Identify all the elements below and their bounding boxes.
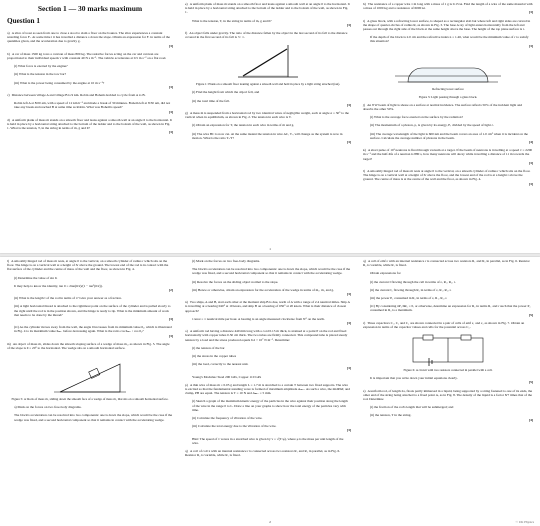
question-text: A short pulse of 10¹ neutrons is fired through vacuum at a target. If the beam of neutrons is travelling at a speed v = 2200 m s⁻¹ and the half-life of a neutron is 880 s, how many neutrons will decay while travelling a distance of 11 m towards the target? (363, 148, 533, 161)
question-text: (iii) A light horizontal thread is attached to the rightmost point on the surface of the cylinder and is pulled slowly to the right until the rod is in the position shown, and the hinge is ready to tip. What is the minimum amount of work that needs to be done by the thread? (14, 304, 171, 317)
question-item (192, 399, 351, 412)
question-label: l) (363, 169, 366, 174)
question-text: a) Mark on the forces on two free-body diagrams. (14, 405, 82, 410)
question-text: Distance between village A and village B is 9 km. Robin and Bohem decided to cycle from A to B. (11, 93, 146, 98)
marks-label: [3] (347, 366, 351, 371)
question-item (192, 375, 351, 379)
question-item (14, 72, 173, 76)
marks-label: [3] (169, 109, 173, 114)
question-list (185, 259, 351, 458)
question-item (192, 317, 351, 325)
question-label: i) (363, 18, 366, 23)
marks-label: [3] (169, 317, 173, 322)
question-item (7, 31, 173, 48)
figure-label: Refracting lower surface (432, 86, 464, 91)
question-list (7, 31, 173, 135)
question-label: m) (7, 341, 11, 346)
column-3 (360, 0, 536, 253)
question-item (363, 148, 533, 165)
question-text: It may help to know the identity, tan θ = 2tan(θ/2)/(1 − tan²(θ/2)). (14, 283, 103, 288)
question-text: (ii) the current I₂ flowing through R₂ in terms of ε, R₁, R₂, r. (370, 287, 452, 292)
question-text: (ii) The momentum of a photon, p, is given by its energy, E, divided by the speed of light c. (370, 123, 494, 128)
question-label: q) (363, 259, 366, 263)
question-text: The block's acceleration can be resolved into two components: one is down the slope, which would be the case if the wedge was fixed, and a second horizontal component so that it remains in contact with the accelerating wedge. (14, 413, 173, 422)
question-text: The block's acceleration can be resolved into two components: one is down the slope, which would be the case if the wedge was fixed, and a second horizontal component so that it remains in contact with the accelerating wedge. (192, 267, 351, 276)
figure-caption: Figure 1: Plank on a smooth floor leaning against a smooth wall and held in place by a light string attached (tan). (195, 82, 341, 87)
question-text: An 8 W beam of light is shone on a surface at normal incidence. The surface reflects 50% of the incident light and absorbs the other 50%. (363, 102, 522, 112)
question-label: n) (185, 300, 188, 305)
question-item (7, 93, 173, 97)
question-item (185, 449, 351, 457)
question-item (7, 259, 173, 272)
question-text: What is the tension, T, in the string in terms of m, g and θ? (192, 18, 272, 23)
question-text: A uniform plank of mass m stands on a smooth floor and leans against a smooth wall at an angle θ to the horizontal. It is held in place by a horizontal string attached to the bottom of the ladder and to the bottom of the wall, as shown in Fig. 1. What is the tension, T, in the string in terms of m, g and θ? (7, 117, 172, 131)
question-item (192, 132, 351, 145)
question-list (363, 2, 533, 186)
question-text: (iii) the load, correctly to the nearest unit. (192, 362, 249, 367)
column-2 (182, 257, 354, 526)
page-number: 2 (269, 520, 271, 524)
question-text: (ii) Calculate the frequency of vibration of the wire. (192, 416, 263, 421)
question-text: Three capacitors C₁, C₂ and C₃ are shown connected in a pair of cells of emf ε₁ and ε₂ as shown in Fig. 7. Obtain an expression in terms of the capacitor values and cells for the potential across C₃. (363, 320, 525, 330)
question-text: (i) Sketch a graph of the maximum kinetic energy of the particles in the wire against their position along the length of the wire in the range 0 to L. Draw a line on your graphs to show how the total energy of the particles vary with time. (192, 399, 348, 412)
question-item (370, 123, 533, 127)
question-text: (i) Mark on the forces on two free-body diagrams. (192, 259, 261, 263)
question-text: An object of mass m₁ slides down the smooth sloping surface of a wedge of mass m₂, as shown in Fig. 5. The angle of the slope is θ = 20° to the horizontal. The wedge sits on a smooth horizontal surface. (7, 341, 170, 351)
question-item (192, 90, 351, 94)
question-text: A car of mass 1500 kg tows a caravan of mass 800 kg. The resistive forces acting on the car and caravan are proportional to their individual speeds v with constant 40 N s m⁻¹. The vehicle accelerates at 0.5 m s⁻² on a flat road. (7, 51, 167, 61)
question-text: Robin left A at 8:00 am, with a speed of 12 km h⁻¹ and made a break of 30 minutes. Bohem left at 8:30 am, did not take any break and reached B at same time as Robin. What was Bohem's speed? (14, 101, 171, 110)
question-text: (i) the tension of the bar (192, 345, 225, 350)
question-text: Young's Modulus: Steel 200 GPa, Copper 110 GPa (192, 374, 262, 379)
question-text: An object falls under gravity. The ratio of the distance fallen by the object in the last second of its fall to the distance covered in the first second of its fall is 3 : 1. (185, 31, 348, 40)
question-text: A uniform rod having a distance 440 mm long with a cord 0.13 m thick, is strained at a point P on the rod and fixed horizontally with copper tubes 0.50 cm thick. The two tubes are firmly connected. This compound tube is placed steady tension by a load and the stress produced equals 6.2 × 10⁷ N m⁻². Determine: (185, 329, 348, 342)
question-item (14, 284, 173, 292)
question-text: A mass m is suspended from a horizontal rod by two identical wires of negligible weight, each at angle α = 30° to the vertical when in equilibrium, as shown in Fig. 2. The tension in each wire is T. (185, 111, 349, 120)
question-text: If the depth of the block is 2.0 cm and the refractive index n = 1.46, what would be the minimum value of r to satisfy this situation? (370, 35, 529, 44)
marks-label: [5] (529, 312, 533, 317)
question-text: (iii) the power P₂ consumed in R₂ in terms of ε, R₁, R₂, r. (370, 296, 448, 301)
question-item (14, 304, 173, 321)
question-text: A uniform rod, of length 2a, floats partly immersed in a liquid, being supported by a string fastened to one of its ends, the other end of the string being attached to a fixed point A, as in Fig. 8. The density of the liquid is a factor 8/7 times that of the rod. Determine (363, 388, 533, 402)
question-item (370, 413, 533, 421)
question-item (185, 300, 351, 313)
question-item (14, 405, 173, 409)
question-item (185, 329, 351, 342)
marks-label: [3] (529, 10, 533, 15)
page-number: 1 (269, 247, 271, 251)
question-label: l) (7, 259, 10, 263)
question-item (192, 354, 351, 358)
marks-label: [3] (169, 333, 173, 338)
question-label: s) (363, 388, 366, 393)
question-label: a) (7, 31, 10, 35)
question-text: (ii) Resolve the forces on the sliding object normal to the slope. (192, 279, 279, 284)
question-item (192, 416, 351, 420)
section-title: Section 1 — 30 marks maximum (37, 4, 143, 13)
marks-label: [3] (169, 130, 173, 135)
question-item (363, 389, 533, 402)
column-1 (4, 257, 176, 526)
question-item (192, 259, 351, 263)
question-label: j) (363, 102, 366, 107)
question-item (192, 437, 351, 445)
question-item (7, 342, 173, 350)
question-item (14, 81, 173, 89)
question-text: A coil of coil x with an internal resistance r is connected across two resistors R₁ and R₂ in parallel, as in Fig. 6. Resistor R₂ is variable, while R₁ is fixed. (185, 449, 341, 458)
question-list (7, 259, 173, 422)
question-item (14, 101, 173, 114)
question-item (370, 35, 533, 48)
question-label: p) (185, 382, 188, 387)
question-item (370, 288, 533, 292)
question-item (370, 376, 533, 384)
question-text: The resistance of a copper wire 1 m long with a mass of 1 g is 0.15 Ω. Find the length of a wire of the same material with a mass of 1000 kg and a resistance of 6000 Ω. (363, 2, 533, 11)
question-text: (ii) the stress in the copper tubes (192, 354, 237, 359)
column-2 (182, 0, 354, 253)
question-text: (iii) Hence or otherwise, obtain an expression for the acceleration of the wedge in terms of m₁, m₂ and g. (192, 287, 335, 292)
question-item (363, 2, 533, 15)
question-item (185, 2, 351, 15)
question-label: g) (185, 111, 188, 116)
question-text: (i) What force is exerted by the engine? (14, 64, 68, 69)
question-text: (ii) The wire BC is now cut. At the same instant the tension in wire AC, Tₐ, will change as the system is now in motion. What is the ratio Tₐ/T? (192, 131, 343, 140)
question-item (363, 169, 533, 186)
question-text: (i) What is the average force exerted on the surface by the radiation? (370, 115, 463, 120)
question-text: A thin wire of mass m = 0.05 g and length L = 1.7 m is stretched to a certain T between two fixed supports. The wire is excited so that the fundamental standing wave is formed of maximum amplitude Aₘₐₓ. As such a wire, the midPAT, and clamp, PB are equal. The tension is T = 10 N and Aₘₐₓ = 5 mm. (185, 382, 350, 396)
marks-label: [3] (347, 292, 351, 297)
question-item (7, 118, 173, 135)
question-item (370, 296, 533, 300)
question-list (363, 259, 533, 422)
question-label: r) (363, 320, 366, 325)
question-item (370, 115, 533, 119)
question-label: o) (185, 329, 188, 334)
question-text: (ii) What is the length l of the rod in terms of r? Give your answer as a fraction. (14, 296, 122, 301)
exam-page-1 (0, 0, 540, 253)
question-text: (iv) As the cylinder moves away from the wall, the angle θ increases from its minimum value θ₀, which is illustrated in Fig. 4 to its maximum value θₘₐₓ before decreasing again. What is the ratio cos θₘₐₓ / cos θ₀? (14, 325, 172, 334)
question-label: k) (363, 148, 366, 153)
question-label: b) (7, 51, 10, 56)
marks-label: [3] (347, 22, 351, 27)
column-3 (360, 257, 536, 526)
question-text: (ii) What is the tension in the tow bar? (14, 72, 67, 77)
question-text: (iii) What is the power being consumed by the engine at 10 m s⁻¹? (14, 80, 105, 85)
figure-glass-block (393, 52, 503, 86)
question-item (192, 19, 351, 27)
question-label: d) (7, 117, 10, 122)
column-1 (4, 0, 176, 253)
question-text: (i) the current I flowing through the cell in terms of ε, R₁, R₂, r. (370, 279, 456, 284)
question-text: 1 knot = 1 nautical mile per hour. A bearing is an angle measured clockwise from N° on the north. (192, 316, 325, 321)
marks-label: [3] (169, 84, 173, 89)
question-item (7, 52, 173, 60)
figure-caption: Figure 6: A circuit with two resistors connected in parallel with a cell. (403, 368, 493, 373)
marks-label: [5] (529, 380, 533, 385)
question-text: Two ships, A and B, start each other at the moment ship B is due, north of A with a range of 2.4 nautical miles. Ship A is travelling at a bearing 040° at 10 knots, and ship B on a bearing of 030° at 20 knots. What is their distance of closest approach? (185, 300, 350, 313)
marks-label: [2] (169, 288, 173, 293)
question-item (363, 259, 533, 267)
question-text: (i) Find the height from which the object fell, and (192, 90, 260, 95)
question-item (363, 103, 533, 111)
question-text: A cell of emf ε with an internal resistance r is connected across two resistors R₁ and R₂ in parallel, as in Fig. 6. Resistor R₂ is variable, while R₁ is fixed. (363, 259, 530, 268)
question-item (14, 276, 173, 280)
question-text: A smoothly hinged rod of mass m rests at angle θ to the vertical, on a smooth cylinder of radius r which sits on the floor. The hinge is on a vertical wall at a height of 3r above the floor, and the lowest end of the rod is at a height r above the ground. The centre of mass is at the centre of the wall and the floor, as shown in Fig. 4. (363, 169, 531, 182)
question-item (370, 280, 533, 284)
question-list (185, 2, 351, 144)
question-text: Hint: The speed of v waves in a stretched wire is given by v = √(T/μ), where μ is the mass per unit length of the wire. (192, 436, 344, 445)
question-item (363, 321, 533, 329)
marks-label: [3] (529, 181, 533, 186)
question-text: (i) Obtain an expression for T, the tension in each wire in terms of m and g. (192, 123, 295, 128)
question-item (14, 64, 173, 68)
question-text: A uniform plank of mass m stands on a smooth floor and leans against a smooth wall at an angle θ to the horizontal. It is held in place by a horizontal string attached to the bottom of the ladder and to the bottom of the wall, as shown in Fig. 1. (185, 2, 350, 15)
figure-caption: Figure 3: Light passing through a glass block. (418, 94, 478, 99)
question-item (192, 267, 351, 275)
marks-label: [3] (347, 321, 351, 326)
marks-label: [4] (529, 417, 533, 422)
question-label: h) (363, 2, 366, 6)
question-text: A glass block, with a refracting lower surface, is shaped as a rectangular slab but where left and right sides are curved in the shape of quarter-circles of radius R, as shown in Fig. 3. The base A ray of light enters horizontally from the left and passes out through the right side of the block at the same height above the base. The height of the top plane surface is r. (363, 18, 531, 32)
question-item (192, 424, 351, 432)
marks-label: [3] (347, 102, 351, 107)
figure-wedge (50, 354, 130, 396)
question-text: It is important that you write down your initial equations clearly. (370, 376, 458, 381)
question-item (192, 288, 351, 296)
exam-page-2 (0, 257, 540, 526)
question-item (185, 111, 351, 119)
question-text: (iv) By considering δP₂/δR₂ = 0, or otherwise, determine an expression for R₂ in terms R₁ and r such that the power P₂ consumed in R₂ is a maximum. (370, 304, 531, 313)
marks-label: [3] (529, 160, 533, 165)
figure-plank-diagram (233, 43, 303, 81)
question-item (192, 362, 351, 370)
figure-caption: Figure 5: A block of mass m₁ sliding down the smooth face of a wedge of mass m₂ that sits on a smooth horizontal surface. (11, 397, 169, 402)
question-label: e) (185, 2, 188, 6)
question-item (185, 31, 351, 39)
question-item (14, 413, 173, 421)
marks-label: [4] (529, 140, 533, 145)
question-item (14, 296, 173, 300)
question-text: Obtain expressions for (370, 271, 401, 276)
question-item (370, 405, 533, 409)
marks-label: [3] (169, 43, 173, 48)
question-label: c) (7, 93, 10, 98)
question-text: (ii) the tension, T in the string. (370, 413, 412, 418)
question-item (370, 304, 533, 317)
question-text: A slice of toast as seen from one to close a stool to slam a floor on the bounce. The slice experiences a constant retarding force Fᵣ. At some time t it has travelled a distance s down the slope. Obtain an expression for Fᵣ in terms of the quantities given, and the acceleration due to gravity g. (7, 31, 170, 44)
question-label: f) (185, 31, 188, 36)
question-item (192, 280, 351, 284)
question-text: (i) Determine the value of sin θ. (14, 275, 58, 280)
question-label: q) (185, 449, 188, 454)
question-item (370, 132, 533, 145)
question-text: (ii) the total time of the fall. (192, 98, 230, 103)
question-text: (iii) The average wavelength of the light is 600 nm and the beam covers an area of 1.0 cm² when it is incident on the surface. Calculate the average number of photons in the beam. (370, 131, 528, 140)
question-item (14, 325, 173, 338)
figure-circuit (403, 333, 493, 367)
question-text: A smoothly hinged rod of mass m rests, at angle θ to the vertical, on a smooth cylinder of radius r which sits on the floor. The hinge is on a vertical wall at a height of 3r above the ground. The lowest end of the rod is in contact with the flat surface of the cylinder and the centre of mass of the wall and the floor, as shown in Fig. 4. (7, 259, 169, 272)
question-item (363, 19, 533, 32)
question-item (192, 123, 351, 127)
question-heading: Question 1 (7, 17, 40, 25)
question-item (370, 271, 533, 275)
marks-label: [3] (347, 428, 351, 433)
question-item (185, 383, 351, 396)
question-item (192, 346, 351, 350)
watermark-stamp: © UK Physics (515, 520, 534, 524)
marks-label: [3] (347, 140, 351, 145)
question-text: (i) the fraction of the rod's length that will be submerged; and (370, 405, 454, 410)
question-text: (iii) Calculate the total energy due to the vibration of the wire. (192, 424, 277, 429)
question-item (192, 99, 351, 107)
marks-label: [3] (529, 43, 533, 48)
